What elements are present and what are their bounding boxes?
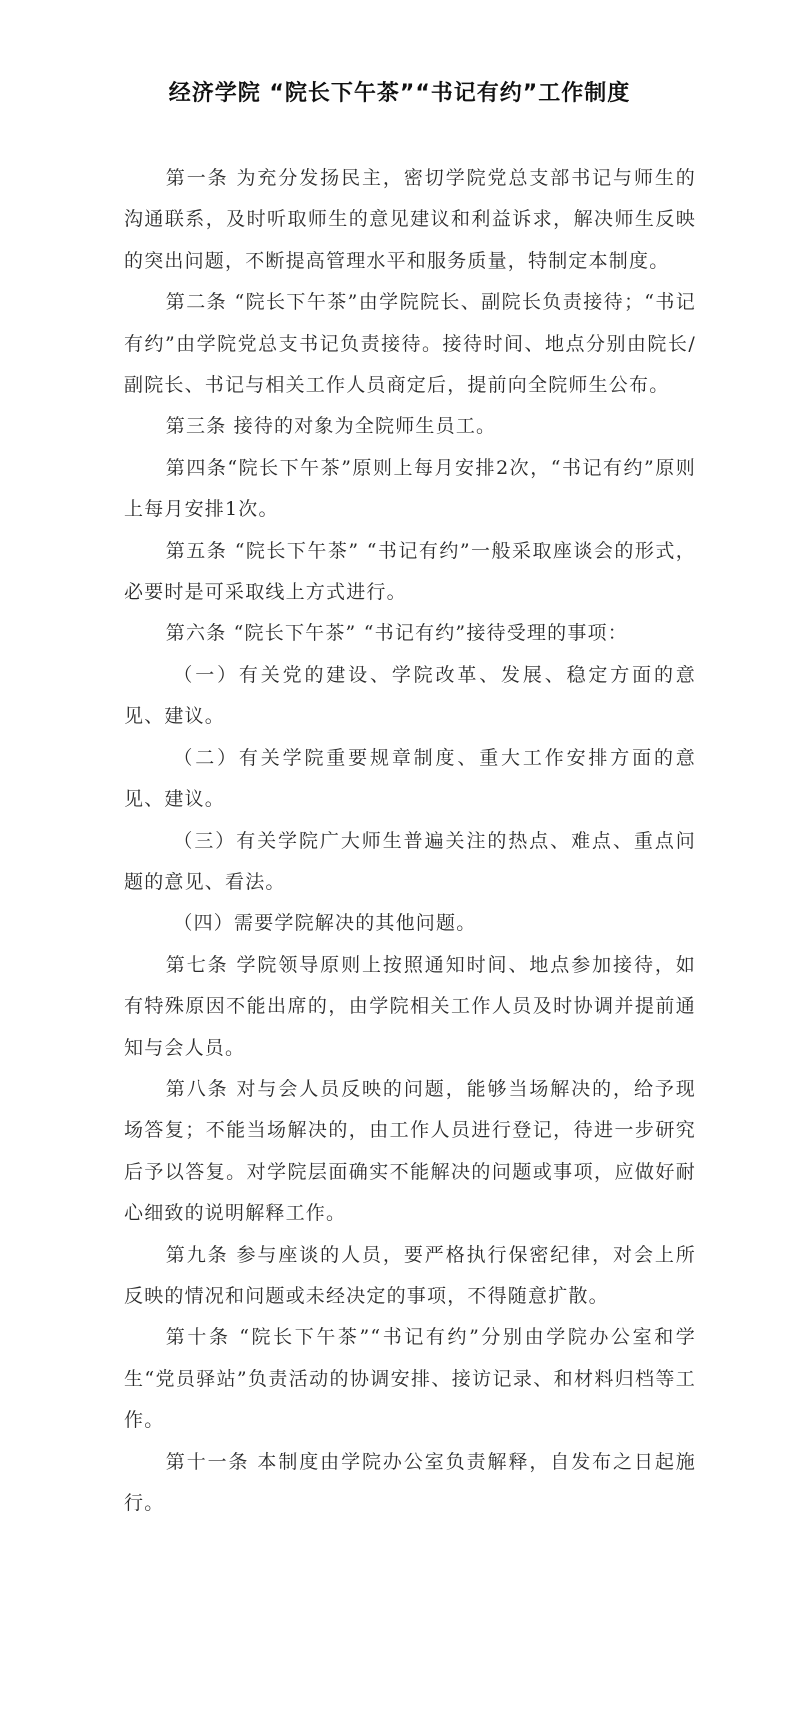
article-4: 第四条“院长下午茶”原则上每月安排2次，“书记有约”原则上每月安排1次。	[124, 456, 696, 521]
article-8: 第八条 对与会人员反映的问题，能够当场解决的，给予现场答复；不能当场解决的，由工作人员进行登记，待进一步研究后予以答复。对学院层面确实不能解决的问题或事项，应做好耐心细致的说明解释工作。	[124, 1077, 696, 1225]
article-7: 第七条 学院领导原则上按照通知时间、地点参加接待，如有特殊原因不能出席的，由学院相关工作人员及时协调并提前通知与会人员。	[124, 953, 696, 1059]
document-title: 经济学院 “院长下午茶”“书记有约”工作制度	[168, 81, 631, 106]
article-6-item-2: （二）有关学院重要规章制度、重大工作安排方面的意见、建议。	[124, 746, 696, 811]
article-10: 第十条 “院长下午茶”“书记有约”分别由学院办公室和学生“党员驿站”负责活动的协调安排、接访记录、和材料归档等工作。	[124, 1326, 696, 1432]
document-body	[124, 158, 696, 1524]
article-11: 第十一条 本制度由学院办公室负责解释，自发布之日起施行。	[124, 1450, 696, 1514]
article-6-item-1: （一）有关党的建设、学院改革、发展、稳定方面的意见、建议。	[124, 663, 696, 728]
article-6-item-3: （三）有关学院广大师生普遍关注的热点、难点、重点问题的意见、看法。	[124, 829, 696, 893]
article-6: 第六条 “院长下午茶” “书记有约”接待受理的事项：	[165, 622, 628, 645]
article-5: 第五条 “院长下午茶” “书记有约”一般采取座谈会的形式，必要时是可采取线上方式进行。	[124, 539, 696, 604]
article-9: 第九条 参与座谈的人员，要严格执行保密纪律，对会上所反映的情况和问题或未经决定的事项，不得随意扩散。	[124, 1243, 696, 1307]
article-3: 第三条 接待的对象为全院师生员工。	[165, 415, 497, 438]
article-1: 第一条 为充分发扬民主，密切学院党总支部书记与师生的沟通联系，及时听取师生的意见建议和利益诉求，解决师生反映的突出问题，不断提高管理水平和服务质量，特制定本制度。	[124, 167, 696, 272]
article-6-item-4: （四）需要学院解决的其他问题。	[173, 912, 477, 935]
article-2: 第二条 “院长下午茶”由学院院长、副院长负责接待；“书记有约”由学院党总支书记负责接待。接待时间、地点分别由院长/副院长、书记与相关工作人员商定后，提前向全院师生公布。	[124, 291, 696, 397]
